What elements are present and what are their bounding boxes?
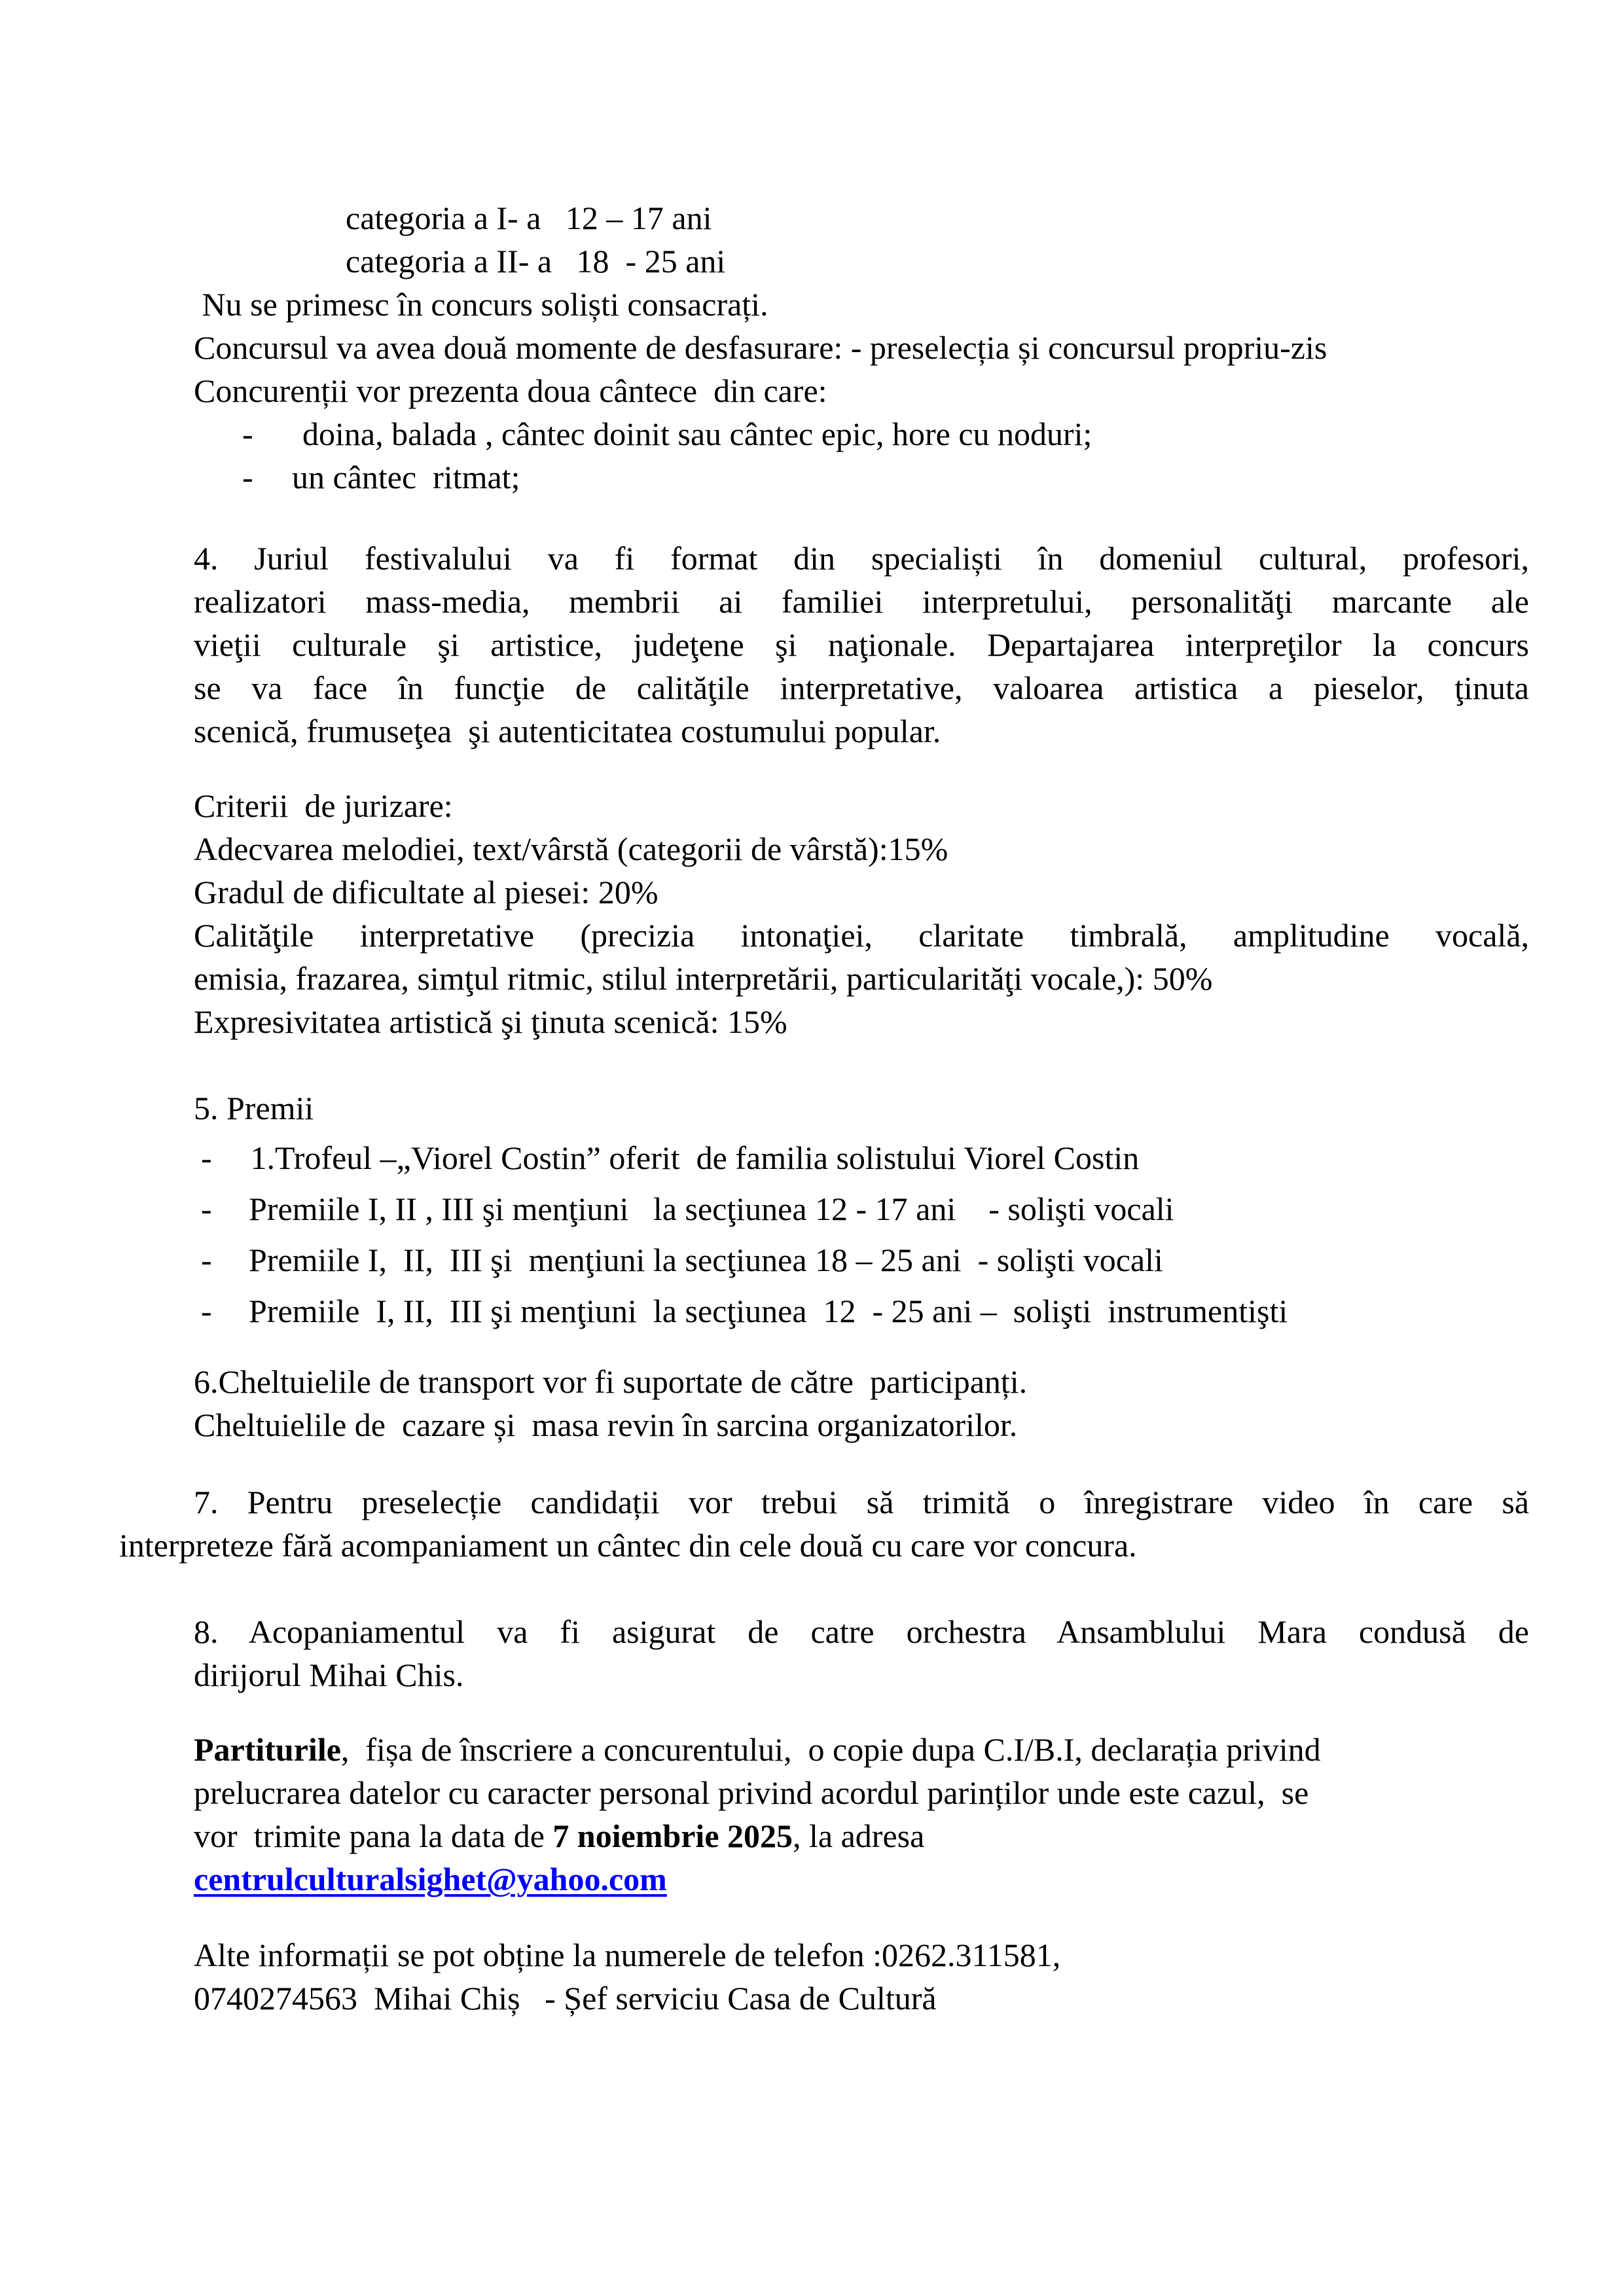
criteria-item: Gradul de dificultate al piesei: 20% (194, 874, 659, 910)
prize-item: Premiile I, II, III şi menţiuni la secţiunea 12 - 25 ani – solişti instrumentişti (249, 1293, 1288, 1329)
deadline-date: 7 noiembrie 2025 (552, 1818, 793, 1854)
jury-paragraph-line: se va face în funcţie de calităţile interpretative, valoarea artistica a pieselor, ţinuta (194, 670, 1529, 706)
dash-bullet-icon: - (201, 1293, 212, 1329)
preselection-line: interpreteze fără acompaniament un cântec din cele două cu care vor concura. (119, 1527, 1137, 1564)
prizes-title: 5. Premii (194, 1090, 314, 1126)
song-list-item: un cântec ritmat; (292, 459, 520, 495)
criteria-item: Calităţile interpretative (precizia intonaţiei, claritate timbrală, amplitudine vocală, (194, 917, 1529, 954)
accompaniment-line: dirijorul Mihai Chis. (194, 1657, 464, 1693)
submission-line-1-text: , fișa de înscriere a concurentului, o copie dupa C.I/B.I, declarația privind (340, 1731, 1321, 1768)
submission-line-3 (194, 1814, 924, 1857)
jury-paragraph-line: realizatori mass-media, membrii ai familiei interpretului, personalităţi marcante ale (194, 583, 1529, 620)
email-link[interactable]: centrulculturalsighet@yahoo.com (194, 1861, 667, 1897)
dash-bullet-icon: - (201, 1191, 212, 1227)
submission-line-2: prelucrarea datelor cu caracter personal privind acordul parinților unde este cazul, se (194, 1774, 1309, 1811)
prize-item: Premiile I, II, III şi menţiuni la secţiunea 18 – 25 ani - solişti vocali (249, 1242, 1163, 1278)
dash-bullet-icon: - (201, 1139, 212, 1176)
song-list-item: doina, balada , cântec doinit sau cântec epic, hore cu noduri; (302, 416, 1092, 452)
age-category-2: categoria a II- a 18 - 25 ani (346, 243, 726, 279)
contact-line-phone: Alte informații se pot obține la numerele de telefon :0262.311581, (194, 1937, 1061, 1973)
dash-bullet-icon: - (242, 416, 253, 452)
accompaniment-line: 8. Acopaniamentul va fi asigurat de catre orchestra Ansamblului Mara condusă de (194, 1613, 1529, 1650)
dash-bullet-icon: - (201, 1242, 212, 1278)
submission-line-3-pre: vor trimite pana la data de (194, 1818, 553, 1854)
scores-label: Partiturile (194, 1731, 341, 1768)
criteria-title: Criterii de jurizare: (194, 787, 453, 824)
jury-paragraph-line: 4. Juriul festivalului va fi format din specialiști în domeniul cultural, profesori, (194, 540, 1529, 577)
jury-paragraph-line: vieţii culturale şi artistice, judeţene şi naţionale. Departajarea interpreţilor la concurs (194, 626, 1529, 663)
songs-intro-text: Concurenții vor prezenta doua cântece din care: (194, 372, 827, 409)
costs-line: 6.Cheltuielile de transport vor fi suportate de către participanți. (194, 1363, 1028, 1400)
contact-line-person: 0740274563 Mihai Chiș - Șef serviciu Casa de Cultură (194, 1980, 937, 2017)
prize-item: 1.Trofeul –„Viorel Costin” oferit de familia solistului Viorel Costin (242, 1139, 1140, 1176)
criteria-item: emisia, frazarea, simţul ritmic, stilul interpretării, particularităţi vocale,): 50% (194, 960, 1213, 997)
dash-bullet-icon: - (242, 459, 253, 495)
costs-line: Cheltuielile de cazare și masa revin în sarcina organizatorilor. (194, 1407, 1018, 1443)
email-line (194, 1857, 667, 1901)
jury-paragraph-line: scenică, frumuseţea şi autenticitatea costumului popular. (194, 713, 941, 749)
prize-item: Premiile I, II , III şi menţiuni la secţiunea 12 - 17 ani - solişti vocali (249, 1191, 1174, 1227)
no-established-soloists-note: Nu se primesc în concurs soliști consacrați. (194, 286, 768, 323)
submission-line-1 (194, 1728, 1321, 1771)
submission-line-3-post: , la adresa (793, 1818, 925, 1854)
preselection-line: 7. Pentru preselecție candidații vor trebui să trimită o înregistrare video în care să (194, 1484, 1529, 1520)
criteria-item: Expresivitatea artistică şi ţinuta scenică: 15% (194, 1003, 787, 1040)
criteria-item: Adecvarea melodiei, text/vârstă (categorii de vârstă):15% (194, 831, 948, 867)
contest-moments-text: Concursul va avea două momente de desfasurare: - preselecția și concursul propriu-zis (194, 329, 1327, 366)
age-category-1: categoria a I- a 12 – 17 ani (346, 200, 712, 236)
